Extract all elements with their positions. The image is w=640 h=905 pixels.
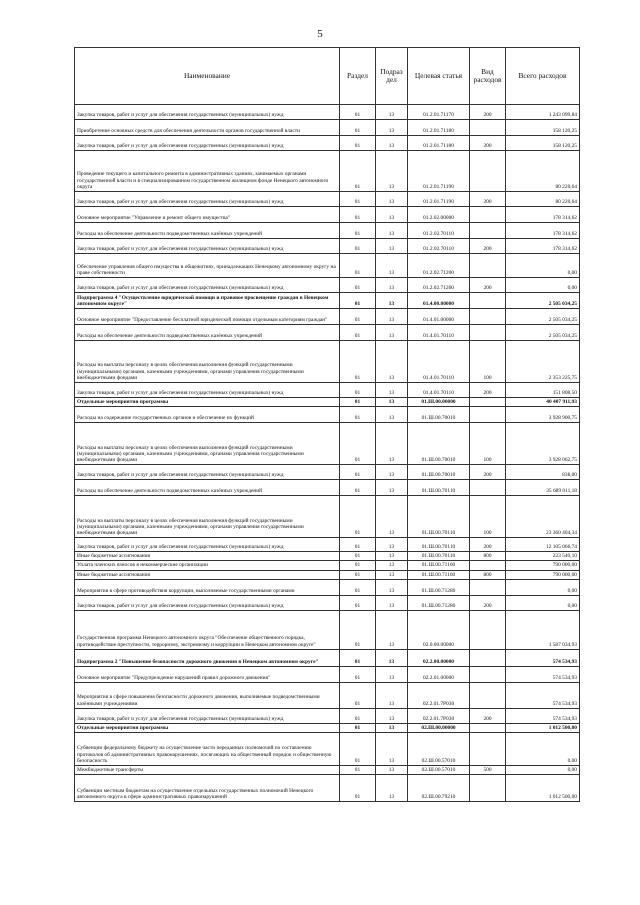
cell-name: Государственная программа Ненецкого автономного округа "Обеспечение общественного порядка, противодействие преступности, терроризму, экстремизму и коррупции в Ненецком автономном округе" — [75, 610, 340, 649]
cell-name: Закупка товаров, работ и услуг для обеспечения государственных (муниципальных) нужд — [75, 383, 340, 398]
cell-type — [470, 649, 506, 666]
cell-section: 01 — [340, 552, 376, 561]
cell-total: 790 000,00 — [506, 570, 580, 579]
column-header-section: Раздел — [340, 48, 376, 105]
table-row — [75, 708, 580, 723]
cell-subsection: 13 — [376, 341, 408, 383]
cell-type — [470, 151, 506, 192]
cell-subsection: 13 — [376, 496, 408, 538]
cell-target: 01.Ш.00.71160 — [408, 561, 470, 570]
table-row — [75, 496, 580, 538]
table-row — [75, 682, 580, 708]
cell-name: Расходы на обеспечение деятельности подведомственных казённых учреждений — [75, 223, 340, 239]
cell-total: 1 587 034,93 — [506, 610, 580, 649]
cell-name: Закупка товаров, работ и услуг для обеспечения государственных (муниципальных) нужд — [75, 538, 340, 552]
cell-subsection: 13 — [376, 383, 408, 398]
cell-subsection: 13 — [376, 766, 408, 775]
cell-section: 01 — [340, 610, 376, 649]
cell-name: Межбюджетные трансферты — [75, 766, 340, 775]
cell-name: Приобретение основных средств для обеспечения деятельности органов государственной власти — [75, 120, 340, 136]
cell-target: 01.Ш.00.71160 — [408, 570, 470, 579]
cell-target: 01.4.01.70110 — [408, 383, 470, 398]
column-header-target: Целевая статья — [408, 48, 470, 105]
cell-subsection: 13 — [376, 610, 408, 649]
cell-type — [470, 207, 506, 223]
cell-target: 01.2.01.71180 — [408, 120, 470, 136]
cell-name: Закупка товаров, работ и услуг для обеспечения государственных (муниципальных) нужд — [75, 239, 340, 254]
cell-name: Иные бюджетные ассигнования — [75, 570, 340, 579]
cell-name: Подпрограмма 2 "Повышение безопасности дорожного движения в Ненецком автономном округе" — [75, 649, 340, 666]
budget-table — [74, 47, 580, 802]
cell-subsection: 13 — [376, 465, 408, 480]
cell-type: 100 — [470, 496, 506, 538]
cell-type: 200 — [470, 595, 506, 610]
cell-subsection: 13 — [376, 480, 408, 496]
table-row — [75, 766, 580, 775]
cell-target: 01.Ш.00.70110 — [408, 496, 470, 538]
cell-target: 02.2.01.00000 — [408, 666, 470, 682]
cell-type — [470, 610, 506, 649]
cell-total: 0,00 — [506, 733, 580, 766]
cell-total: 178 314,62 — [506, 239, 580, 254]
cell-name: Субвенции федеральному бюджету на осуществление части переданных полномочий по составлению протоколов об административных правонарушениях, посягающих на общественный порядок и общественную безопасность — [75, 733, 340, 766]
cell-total: 158 120,25 — [506, 136, 580, 151]
cell-target: 02.2.01.7Р030 — [408, 708, 470, 723]
cell-type — [470, 398, 506, 407]
cell-subsection: 13 — [376, 309, 408, 325]
cell-type: 100 — [470, 423, 506, 465]
cell-subsection: 13 — [376, 407, 408, 423]
cell-type — [470, 682, 506, 708]
cell-type — [470, 561, 506, 570]
cell-total: 178 314,62 — [506, 207, 580, 223]
table-row — [75, 775, 580, 802]
cell-section: 01 — [340, 293, 376, 309]
cell-target: 01.4.01.00000 — [408, 309, 470, 325]
cell-subsection: 13 — [376, 708, 408, 723]
cell-name: Расходы на выплаты персоналу в целях обеспечения выполнения функций государственными (муниципальными) органами, казенными учреждениями, органами управления государственными внебюджетными фондами — [75, 496, 340, 538]
cell-subsection: 13 — [376, 733, 408, 766]
cell-section: 01 — [340, 325, 376, 341]
cell-section: 01 — [340, 649, 376, 666]
cell-section: 01 — [340, 254, 376, 278]
cell-total: 1 012 500,00 — [506, 775, 580, 802]
cell-type — [470, 733, 506, 766]
table-row — [75, 570, 580, 579]
table-row — [75, 552, 580, 561]
cell-total: 0,00 — [506, 766, 580, 775]
cell-section: 01 — [340, 383, 376, 398]
cell-name: Проведение текущего и капитального ремонта в административных зданиях, занимаемых органами государственной власти и в специализированном государственном жилищном фонде Ненецкого автономного округа — [75, 151, 340, 192]
cell-subsection: 13 — [376, 538, 408, 552]
cell-total: 0,00 — [506, 254, 580, 278]
cell-section: 01 — [340, 278, 376, 293]
cell-type: 800 — [470, 570, 506, 579]
cell-subsection: 13 — [376, 775, 408, 802]
cell-target: 01.2.02.70110 — [408, 223, 470, 239]
cell-section: 01 — [340, 207, 376, 223]
cell-total: 0,00 — [506, 278, 580, 293]
cell-target: 01.Ш.00.70010 — [408, 423, 470, 465]
cell-type: 200 — [470, 105, 506, 120]
cell-subsection: 13 — [376, 723, 408, 732]
cell-section: 01 — [340, 136, 376, 151]
table-row — [75, 278, 580, 293]
table-row — [75, 239, 580, 254]
cell-total: 12 105 066,74 — [506, 538, 580, 552]
cell-type: 200 — [470, 278, 506, 293]
cell-type: 800 — [470, 552, 506, 561]
cell-section: 01 — [340, 105, 376, 120]
cell-type — [470, 407, 506, 423]
cell-total: 574 534,93 — [506, 666, 580, 682]
cell-target: 01.4.01.70110 — [408, 325, 470, 341]
cell-section: 01 — [340, 682, 376, 708]
cell-section: 01 — [340, 309, 376, 325]
table-row — [75, 733, 580, 766]
cell-total: 0,00 — [506, 595, 580, 610]
cell-subsection: 13 — [376, 136, 408, 151]
cell-total: 223 540,10 — [506, 552, 580, 561]
cell-type — [470, 775, 506, 802]
cell-name: Закупка товаров, работ и услуг для обеспечения государственных (муниципальных) нужд — [75, 465, 340, 480]
cell-total: 574 534,93 — [506, 708, 580, 723]
table-row — [75, 293, 580, 309]
cell-name: Расходы на обеспечение деятельности подведомственных казённых учреждений — [75, 325, 340, 341]
cell-type: 100 — [470, 341, 506, 383]
cell-target: 01.2.01.71180 — [408, 136, 470, 151]
cell-target: 01.2.02.71200 — [408, 278, 470, 293]
cell-total: 80 220,64 — [506, 192, 580, 207]
table-row — [75, 383, 580, 398]
cell-name: Основное мероприятие "Управление и ремонт общего имущества" — [75, 207, 340, 223]
cell-section: 01 — [340, 407, 376, 423]
cell-total: 0,00 — [506, 579, 580, 595]
cell-type: 200 — [470, 192, 506, 207]
cell-type: 500 — [470, 766, 506, 775]
cell-target: 02.0.00.00000 — [408, 610, 470, 649]
cell-total: 158 120,25 — [506, 120, 580, 136]
cell-section: 01 — [340, 766, 376, 775]
table-row — [75, 254, 580, 278]
cell-subsection: 13 — [376, 666, 408, 682]
cell-target: 01.Ш.00.70110 — [408, 552, 470, 561]
cell-type: 200 — [470, 465, 506, 480]
cell-target: 01.2.02.71200 — [408, 254, 470, 278]
cell-subsection: 13 — [376, 579, 408, 595]
cell-target: 01.2.02.70110 — [408, 239, 470, 254]
cell-total: 151 808,50 — [506, 383, 580, 398]
table-row — [75, 538, 580, 552]
cell-target: 01.Ш.00.71280 — [408, 579, 470, 595]
cell-target: 01.4.01.70110 — [408, 341, 470, 383]
cell-type — [470, 666, 506, 682]
cell-section: 01 — [340, 423, 376, 465]
table-row — [75, 192, 580, 207]
cell-name: Уплата членских взносов в некоммерческие организации — [75, 561, 340, 570]
cell-total: 574 534,93 — [506, 649, 580, 666]
cell-name: Основное мероприятие "Предоставление бесплатной юридической помощи отдельным категориям граждан" — [75, 309, 340, 325]
cell-target: 01.Ш.00.70110 — [408, 480, 470, 496]
page-number: 5 — [317, 28, 323, 40]
cell-subsection: 13 — [376, 682, 408, 708]
cell-name: Иные бюджетные ассигнования — [75, 552, 340, 561]
cell-name: Мероприятия в сфере противодействия коррупции, выполняемые государственными органами — [75, 579, 340, 595]
cell-subsection: 13 — [376, 278, 408, 293]
cell-target: 01.Ш.00.70010 — [408, 465, 470, 480]
cell-name: Подпрограмма 4 "Осуществление юридической помощи и правовое просвещение граждан в Ненецком автономном округе" — [75, 293, 340, 309]
table-body — [75, 105, 580, 802]
table-row — [75, 579, 580, 595]
cell-subsection: 13 — [376, 239, 408, 254]
cell-section: 01 — [340, 775, 376, 802]
column-header-total: Всего расходов — [506, 48, 580, 105]
cell-name: Закупка товаров, работ и услуг для обеспечения государственных (муниципальных) нужд — [75, 105, 340, 120]
table-row — [75, 341, 580, 383]
cell-subsection: 13 — [376, 207, 408, 223]
cell-name: Основное мероприятие "Предупреждение нарушений правил дорожного движения" — [75, 666, 340, 682]
cell-name: Отдельные мероприятия программы — [75, 398, 340, 407]
table-row — [75, 207, 580, 223]
cell-name: Закупка товаров, работ и услуг для обеспечения государственных (муниципальных) нужд — [75, 708, 340, 723]
cell-target: 01.2.01.71190 — [408, 192, 470, 207]
cell-name: Обеспечение управления общего имущества в общежитиях, принадлежащих Ненецкому автономному округу на праве собственности — [75, 254, 340, 278]
cell-subsection: 13 — [376, 293, 408, 309]
cell-total: 40 407 911,93 — [506, 398, 580, 407]
cell-subsection: 13 — [376, 120, 408, 136]
cell-total: 178 314,62 — [506, 223, 580, 239]
cell-name: Расходы на обеспечение деятельности подведомственных казённых учреждений — [75, 480, 340, 496]
cell-type — [470, 254, 506, 278]
table-row — [75, 151, 580, 192]
cell-section: 01 — [340, 341, 376, 383]
cell-subsection: 13 — [376, 325, 408, 341]
cell-target: 01.Ш.00.71280 — [408, 595, 470, 610]
cell-subsection: 13 — [376, 552, 408, 561]
cell-target: 01.4.00.00000 — [408, 293, 470, 309]
cell-total: 1 243 099,84 — [506, 105, 580, 120]
cell-total: 838,00 — [506, 465, 580, 480]
cell-type — [470, 579, 506, 595]
cell-name: Закупка товаров, работ и услуг для обеспечения государственных (муниципальных) нужд — [75, 136, 340, 151]
table-row — [75, 480, 580, 496]
cell-section: 01 — [340, 120, 376, 136]
cell-type — [470, 223, 506, 239]
cell-total: 2 505 034,25 — [506, 293, 580, 309]
cell-section: 01 — [340, 561, 376, 570]
cell-total: 2 353 225,75 — [506, 341, 580, 383]
table-row — [75, 649, 580, 666]
cell-target: 02.2.00.00000 — [408, 649, 470, 666]
cell-section: 01 — [340, 192, 376, 207]
cell-name: Расходы на выплаты персоналу в целях обеспечения выполнения функций государственными (муниципальными) органами, казенными учреждениями, органами управления государственными внебюджетными фондами — [75, 341, 340, 383]
cell-total: 2 505 034,25 — [506, 325, 580, 341]
cell-total: 23 360 404,34 — [506, 496, 580, 538]
cell-target: 02.Ш.00.00000 — [408, 723, 470, 732]
cell-type: 200 — [470, 136, 506, 151]
table-row — [75, 309, 580, 325]
cell-type — [470, 293, 506, 309]
cell-total: 1 012 500,00 — [506, 723, 580, 732]
cell-total: 2 505 034,25 — [506, 309, 580, 325]
cell-subsection: 13 — [376, 570, 408, 579]
cell-name: Закупка товаров, работ и услуг для обеспечения государственных (муниципальных) нужд — [75, 278, 340, 293]
table-row — [75, 423, 580, 465]
column-header-subsection: Подраз дел — [376, 48, 408, 105]
cell-subsection: 13 — [376, 423, 408, 465]
table-row — [75, 610, 580, 649]
table-row — [75, 407, 580, 423]
cell-target: 01.Ш.00.70110 — [408, 538, 470, 552]
cell-target: 01.2.01.71170 — [408, 105, 470, 120]
cell-section: 01 — [340, 151, 376, 192]
cell-name: Расходы на содержание государственных органов и обеспечение их функций — [75, 407, 340, 423]
cell-name: Закупка товаров, работ и услуг для обеспечения государственных (муниципальных) нужд — [75, 595, 340, 610]
cell-total: 3 928 900,75 — [506, 407, 580, 423]
cell-section: 01 — [340, 465, 376, 480]
cell-target: 01.Ш.00.00000 — [408, 398, 470, 407]
cell-subsection: 13 — [376, 223, 408, 239]
table-row — [75, 325, 580, 341]
table-row — [75, 398, 580, 407]
cell-section: 01 — [340, 595, 376, 610]
cell-target: 01.Ш.00.70010 — [408, 407, 470, 423]
cell-total: 790 000,00 — [506, 561, 580, 570]
column-header-name: Наименование — [75, 48, 340, 105]
cell-type — [470, 325, 506, 341]
cell-total: 80 220,64 — [506, 151, 580, 192]
cell-total: 3 928 062,75 — [506, 423, 580, 465]
cell-section: 01 — [340, 666, 376, 682]
cell-section: 01 — [340, 733, 376, 766]
cell-type: 200 — [470, 708, 506, 723]
cell-subsection: 13 — [376, 398, 408, 407]
cell-section: 01 — [340, 496, 376, 538]
cell-subsection: 13 — [376, 254, 408, 278]
cell-section: 01 — [340, 570, 376, 579]
cell-name: Расходы на выплаты персоналу в целях обеспечения выполнения функций государственными (муниципальными) органами, казенными учреждениями, органами управления государственными внебюджетными фондами — [75, 423, 340, 465]
table-row — [75, 595, 580, 610]
table-row — [75, 723, 580, 732]
cell-total: 574 534,93 — [506, 682, 580, 708]
cell-subsection: 13 — [376, 561, 408, 570]
table-row — [75, 223, 580, 239]
cell-type — [470, 723, 506, 732]
cell-subsection: 13 — [376, 151, 408, 192]
column-header-type: Вид расходов — [470, 48, 506, 105]
cell-target: 02.2.01.7Р030 — [408, 682, 470, 708]
cell-section: 01 — [340, 480, 376, 496]
cell-name: Субвенции местным бюджетам на осуществление отдельных государственных полномочий Ненецкого автономного округа в сфере административных правонарушений — [75, 775, 340, 802]
cell-section: 01 — [340, 538, 376, 552]
table-row — [75, 136, 580, 151]
cell-target: 02.Ш.00.79210 — [408, 775, 470, 802]
cell-name: Закупка товаров, работ и услуг для обеспечения государственных (муниципальных) нужд — [75, 192, 340, 207]
cell-section: 01 — [340, 723, 376, 732]
cell-target: 01.2.02.00000 — [408, 207, 470, 223]
cell-section: 01 — [340, 579, 376, 595]
cell-type: 200 — [470, 383, 506, 398]
cell-target: 01.2.01.71190 — [408, 151, 470, 192]
cell-section: 01 — [340, 398, 376, 407]
cell-section: 01 — [340, 708, 376, 723]
cell-type — [470, 120, 506, 136]
cell-total: 35 689 011,18 — [506, 480, 580, 496]
table-row — [75, 120, 580, 136]
cell-type: 200 — [470, 239, 506, 254]
cell-subsection: 13 — [376, 105, 408, 120]
cell-subsection: 13 — [376, 595, 408, 610]
table-row — [75, 666, 580, 682]
cell-section: 01 — [340, 223, 376, 239]
table-header-row — [75, 48, 580, 105]
cell-subsection: 13 — [376, 192, 408, 207]
cell-name: Отдельные мероприятия программы — [75, 723, 340, 732]
cell-target: 02.Ш.00.57010 — [408, 766, 470, 775]
cell-target: 02.Ш.00.57010 — [408, 733, 470, 766]
cell-name: Мероприятия в сфере повышения безопасности дорожного движения, выполняемые подведомственными казёнными учреждениями — [75, 682, 340, 708]
cell-type: 200 — [470, 538, 506, 552]
table-row — [75, 105, 580, 120]
table-row — [75, 465, 580, 480]
cell-type — [470, 480, 506, 496]
table-row — [75, 561, 580, 570]
cell-type — [470, 309, 506, 325]
cell-section: 01 — [340, 239, 376, 254]
cell-subsection: 13 — [376, 649, 408, 666]
